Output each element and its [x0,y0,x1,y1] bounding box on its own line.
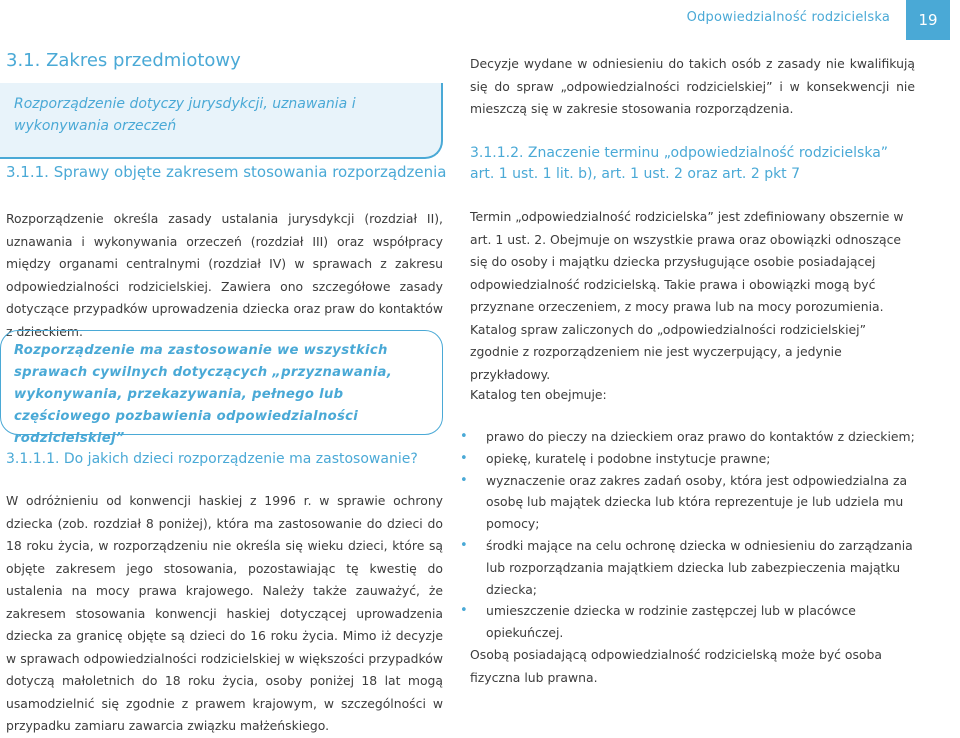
catalog-intro: Katalog ten obejmuje: [470,387,607,402]
list-item: • środki mające na celu ochronę dziecka w odniesieniu do zarządzania lub rozporządzania majątkiem dziecka lub zabezpieczenia majątku dziecka; [472,535,916,600]
list-item: • opiekę, kuratelę i podobne instytucje prawne; [472,448,916,470]
right-paragraph-3: Osobą posiadającą odpowiedzialność rodzicielską może być osoba fizyczna lub prawna. [470,647,882,685]
page-number: 19 [906,0,950,40]
catalog-list [472,426,916,644]
right-paragraph-2: Termin „odpowiedzialność rodzicielska” jest zdefiniowany obszernie w art. 1 ust. 2. Obejmuje on wszystkie prawa oraz obowiązki odnoszące się do osoby i majątku dziecka przysługujące osobie posiadającej odpowiedzialność rodzicielską. Takie prawa i obowiązki mogą być przyznane orzeczeniem, z mocy prawa lub na mocy porozumienia. Katalog spraw zaliczonych do „odpowiedzialności rodzicielskiej” zgodnie z rozporządzeniem nie jest wyczerpujący, a jedynie przykładowy. [470,209,904,382]
list-item: • wyznaczenie oraz zakres zadań osoby, która jest odpowiedzialna za osobę lub majątek dziecka lub która reprezentuje je lub udziela mu pomocy; [472,470,916,535]
left-paragraph-2: W odróżnieniu od konwencji haskiej z 1996 r. w sprawie ochrony dziecka (zob. rozdział 8 poniżej), która ma zastosowanie do dzieci do 18 roku życia, w rozporządzeniu nie określa się wieku dzieci, które są objęte zakresem jego stosowania, pozostawiając tę kwestię do ustalenia na mocy prawa krajowego. Należy także zauważyć, że zakresem stosowania konwencji haskiej dotyczącej uprowadzenia dziecka za granicę objęte są dzieci do 16 roku życia. Mimo iż decyzje w sprawach odpowiedzialności rodzicielskiej w większości przypadków dotyczą małoletnich do 18 roku życia, osoby poniżej 18 lat mogą usamodzielnić się zgodnie z prawem krajowym, w szczególności w przypadku zamiaru zawarcia związku małżeńskiego. [6,493,443,733]
subsubsection-title-1: 3.1.1.1. Do jakich dzieci rozporządzenie ma zastosowanie? [6,451,418,467]
highlight-box-text: Rozporządzenie dotyczy jurysdykcji, uznawania i wykonywania orzeczeń [14,96,356,134]
running-header: Odpowiedzialność rodzicielska [686,10,890,25]
quote-text: Rozporządzenie ma zastosowanie we wszystkich sprawach cywilnych dotyczących „przyznawania, wykonywania, przekazywania, pełnego lub częściowego pozbawienia odpowiedzialności rodzicielskiej” [14,343,393,446]
section-title: 3.1. Zakres przedmiotowy [6,50,241,71]
right-paragraph-1: Decyzje wydane w odniesieniu do takich osób z zasady nie kwalifikują się do spraw „odpowiedzialności rodzicielskiej” i w konsekwencji nie mieszczą się w zakresie stosowania rozporządzenia. [470,56,915,116]
subsubsection-title-2: 3.1.1.2. Znaczenie terminu „odpowiedzialność rodzicielska” art. 1 ust. 1 lit. b), art. 1 ust. 2 oraz art. 2 pkt 7 [470,145,889,182]
list-item: • prawo do pieczy na dzieckiem oraz prawo do kontaktów z dzieckiem; [472,426,916,448]
subsection-title: 3.1.1. Sprawy objęte zakresem stosowania rozporządzenia [6,163,447,181]
list-item: • umieszczenie dziecka w rodzinie zastępczej lub w placówce opiekuńczej. [472,600,916,644]
left-paragraph-1: Rozporządzenie określa zasady ustalania jurysdykcji (rozdział II), uznawania i wykonywania orzeczeń (rozdział III) oraz współpracy między organami centralnymi (rozdział IV) w sprawach z zakresu odpowiedzialności rodzicielskiej. Zawiera ono szczegółowe zasady dotyczące przypadków uprowadzenia dziecka oraz praw do kontaktów z dzieckiem. [6,211,443,339]
